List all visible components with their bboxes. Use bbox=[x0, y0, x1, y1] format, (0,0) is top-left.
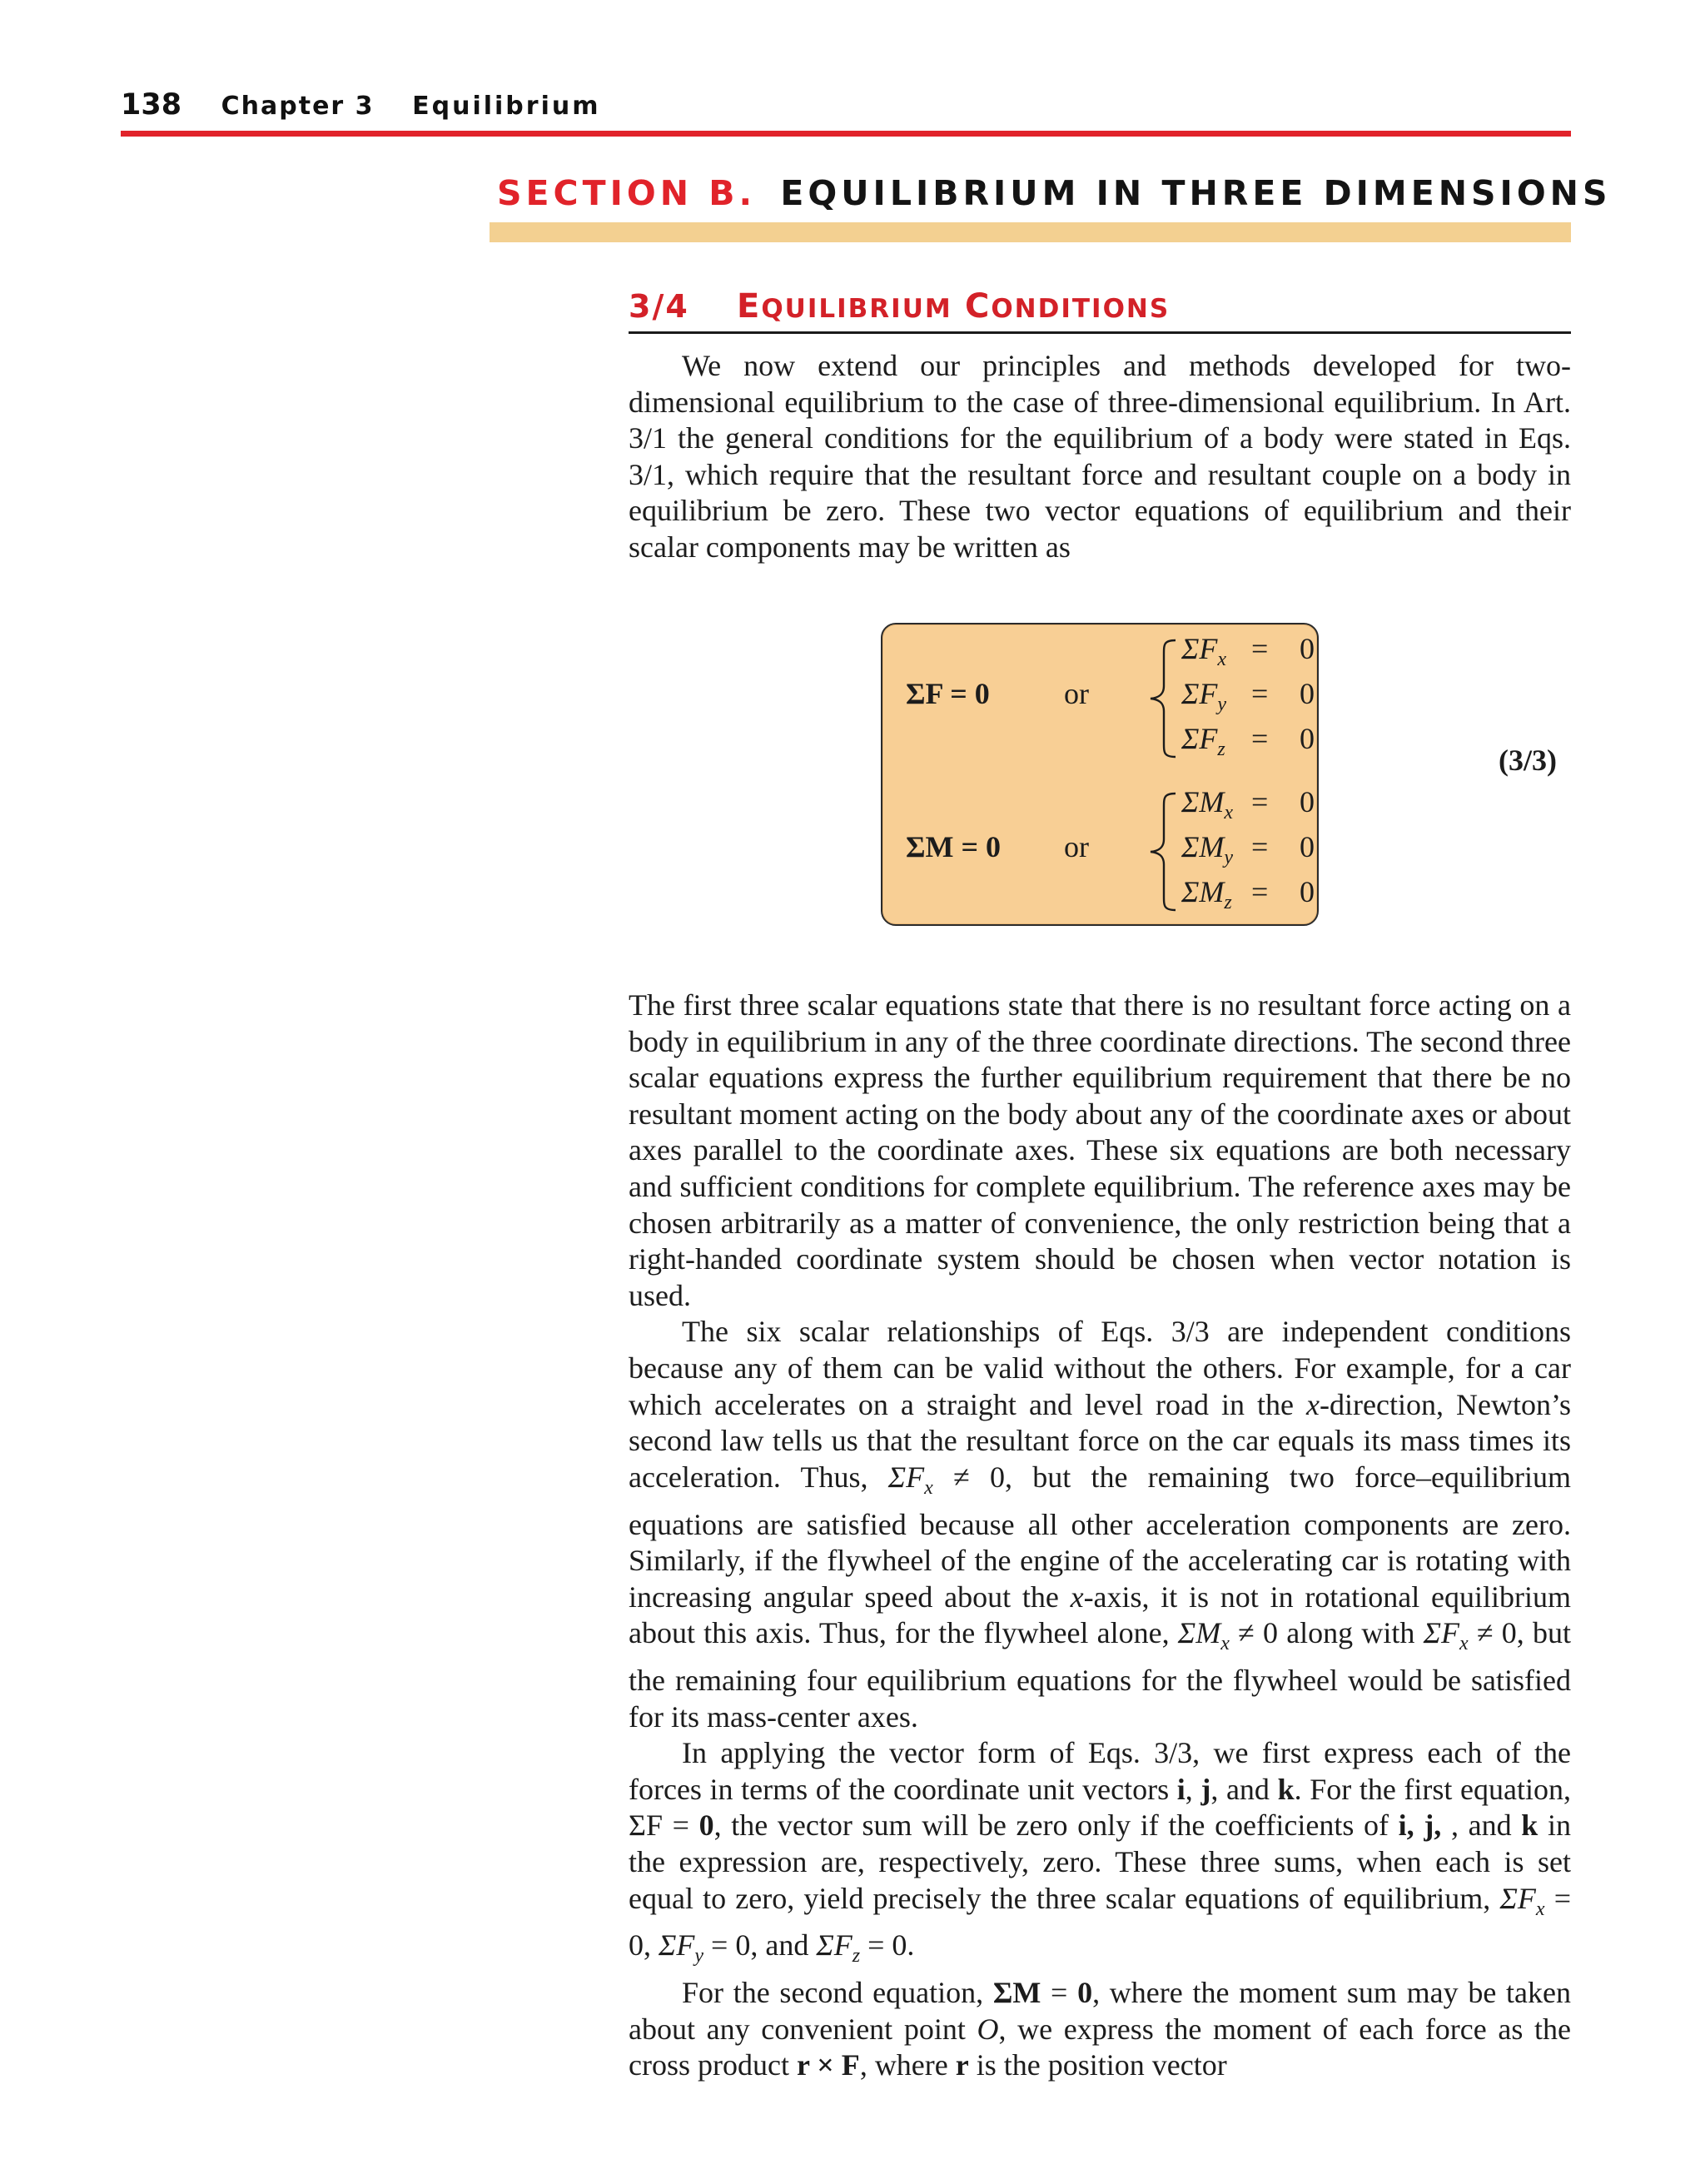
title-initial: E bbox=[737, 287, 762, 326]
left-brace-icon bbox=[1146, 638, 1181, 759]
intro-text bbox=[629, 348, 1571, 566]
left-brace-icon bbox=[1146, 791, 1181, 913]
math-sum-fx: $\Sigma F_x$ bbox=[1499, 1881, 1545, 1920]
math-point-o: O bbox=[977, 2012, 999, 2046]
paragraph-3: In applying the vector form of Eqs. 3/3, we first express each of the forces in terms of the coordinate unit vectors i, j, and k. For the first equation, ΣF = 0, the vector sum will be zero only if the coefficients of i, j, , and k in the expression are, respectively, zero. These three sums, when each is set equal to zero, yield precisely the three scalar equations of equilibrium, $\Sigma F_x = 0$, $\Sigma F_y = 0$, and $\Sigma F_z = 0$. bbox=[629, 1736, 1572, 1968]
unit-vector-k: k bbox=[1521, 1808, 1538, 1843]
math-sum-fx: $\Sigma F_x$ bbox=[887, 1460, 933, 1499]
equation-force-z: $\Sigma F_z$ bbox=[1181, 722, 1225, 761]
unit-vector-j: j bbox=[1200, 1772, 1211, 1806]
math-cross-product: r × F bbox=[796, 2048, 860, 2082]
zero-value: 0 bbox=[1300, 632, 1315, 665]
title-rest: QUILIBRIUM bbox=[761, 294, 952, 324]
equation-moment-z: $\Sigma M_z$ bbox=[1181, 875, 1232, 914]
force-vector-equation: ΣF = 0 bbox=[906, 677, 990, 710]
zero-value: 0 bbox=[1300, 677, 1315, 710]
unit-vector-i: i bbox=[1176, 1772, 1186, 1806]
paragraph-2: The six scalar relationships of Eqs. 3/3 are independent conditions because any of them can be valid without the others. For example, for a car which accelerates on a straight and level road in the x-direction, Newton’s second law tells us that the resultant force on the car equals its mass times its acceleration. Thus, $\Sigma F_x \ne 0$, but the remaining two force–equilibrium equations are satisfied because all other acceleration components are zero. Similarly, if the flywheel of the engine of the accelerating car is rotating with increasing angular speed about the x-axis, it is not in rotational equilibrium about this axis. Thus, for the flywheel alone, $\Sigma M_x \ne 0$ along with $\Sigma F_x \ne 0$, but the remaining four equilibrium equations for the flywheel would be satisfied for its mass-center axes. bbox=[629, 1315, 1571, 1734]
zero-value: 0 bbox=[1300, 722, 1315, 755]
math-sum-fx: $\Sigma F_x$ bbox=[1423, 1616, 1469, 1655]
equation-number: (3/3) bbox=[1499, 744, 1557, 777]
title-initial: C bbox=[964, 287, 992, 326]
chapter-label: Chapter 3 bbox=[221, 92, 375, 121]
equals-sign: = bbox=[1251, 830, 1269, 863]
math-position-vector: r bbox=[955, 2048, 969, 2082]
math-sum-fz: $\Sigma F_z$ bbox=[816, 1928, 861, 1968]
zero-vector: 0 bbox=[698, 1808, 714, 1843]
intro-paragraph: We now extend our principles and methods developed for two-dimensional equilibrium to the case of three-dimensional equilibrium. In Art. 3/1 the general conditions for the equilibrium of a body were stated in Eqs. 3/1, which require that the resultant force and resultant couple on a body in equilibrium be zero. These two vector equations of equilibrium and their scalar components may be written as bbox=[629, 349, 1571, 564]
article-rule bbox=[629, 331, 1571, 334]
equation-box bbox=[881, 623, 1319, 926]
paragraph-1: The first three scalar equations state that there is no resultant force acting on a body in equilibrium in any of the three coordinate directions. The second three scalar equations express the further equilibrium requirement that there be no resultant moment acting on the body about any of the coordinate axes or about axes parallel to the coordinate axes. These six equations are both necessary and sufficient conditions for complete equilibrium. The reference axes may be chosen arbitrarily as a matter of convenience, the only restriction being that a right-handed coordinate system should be chosen when vector notation is used. bbox=[629, 988, 1571, 1312]
zero-value: 0 bbox=[1300, 830, 1315, 863]
chapter-title: Equilibrium bbox=[412, 92, 601, 121]
discussion-text bbox=[629, 988, 1571, 2084]
equation-moment-x: $\Sigma M_x$ bbox=[1181, 785, 1234, 824]
equals-sign: = bbox=[1251, 632, 1269, 665]
math-sum-m-vector: ΣM bbox=[992, 1976, 1041, 2010]
unit-vectors-ij: i, j, bbox=[1398, 1808, 1451, 1843]
equation-force-x: $\Sigma F_x$ bbox=[1181, 632, 1227, 671]
or-label: or bbox=[1064, 830, 1089, 863]
zero-vector: 0 bbox=[1077, 1976, 1093, 2010]
equals-sign: = bbox=[1251, 785, 1269, 818]
or-label: or bbox=[1064, 677, 1089, 710]
zero-value: 0 bbox=[1300, 875, 1315, 908]
header-rule bbox=[121, 131, 1571, 137]
running-head bbox=[121, 88, 600, 123]
equals-sign: = bbox=[1251, 677, 1269, 710]
math-x: x bbox=[1306, 1387, 1320, 1421]
article-heading bbox=[629, 287, 1170, 326]
unit-vector-k: k bbox=[1277, 1772, 1295, 1806]
paragraph-4: For the second equation, ΣM = 0, where the moment sum may be taken about any convenient point O, we express the moment of each force as the cross product r × F, where r is the position vector bbox=[629, 1976, 1572, 2082]
section-dot: . bbox=[738, 173, 757, 213]
equals-sign: = bbox=[1251, 875, 1269, 908]
page-number: 138 bbox=[121, 88, 182, 122]
zero-value: 0 bbox=[1300, 785, 1315, 818]
math-sum-mx: $\Sigma M_x$ bbox=[1177, 1616, 1230, 1655]
section-heading bbox=[497, 173, 1612, 213]
title-rest: ONDITIONS bbox=[991, 294, 1171, 324]
math-sum-fy: $\Sigma F_y$ bbox=[659, 1928, 704, 1968]
equals-sign: = bbox=[1251, 722, 1269, 755]
equation-moment-y: $\Sigma M_y$ bbox=[1181, 830, 1234, 869]
math-x: x bbox=[1070, 1580, 1084, 1614]
article-number: 3/4 bbox=[629, 288, 689, 325]
equation-force-y: $\Sigma F_y$ bbox=[1181, 677, 1227, 716]
section-label: SECTION B bbox=[497, 173, 739, 213]
section-band bbox=[490, 222, 1571, 242]
article-title bbox=[737, 288, 1170, 325]
moment-vector-equation: ΣM = 0 bbox=[906, 830, 1002, 863]
section-title: EQUILIBRIUM IN THREE DIMENSIONS bbox=[780, 173, 1612, 213]
